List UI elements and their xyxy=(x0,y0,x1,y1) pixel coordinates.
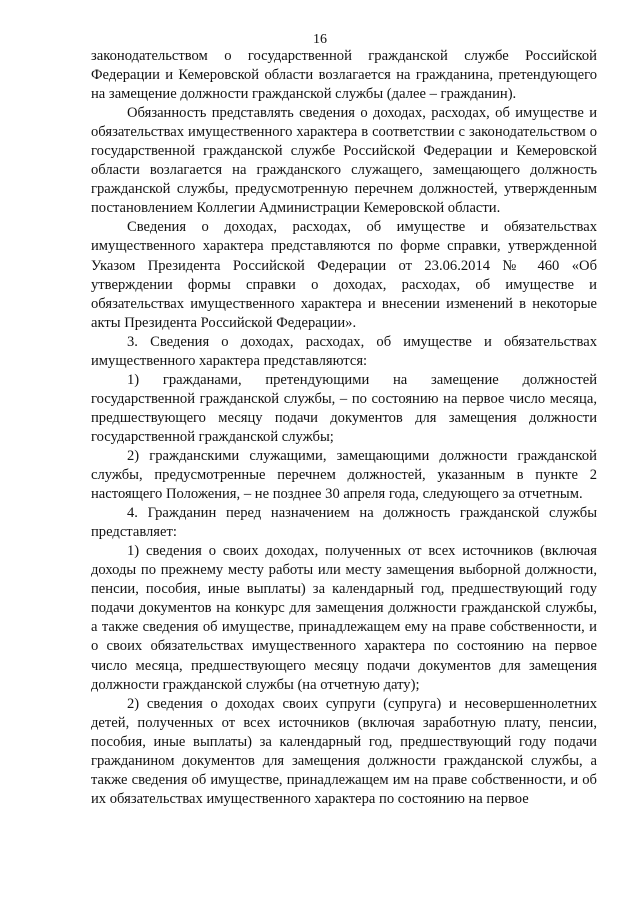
paragraph-item-3-1: 1) гражданами, претендующими на замещение должностей государственной гражданской службы, – по состоянию на первое число месяца, предшествующего месяцу подачи документов для замещения должности государственной гражданской службы; xyxy=(91,371,597,445)
paragraph-form-of-certificate: Сведения о доходах, расходах, об имуществе и обязательствах имущественного характера представляются по форме справки, утвержденной Указом Президента Российской Федерации от 23.06.2014 № 460 «Об утверждении формы справки о доходах, расходах, об имуществе и обязательствах имущественного характера и внесении изменений в некоторые акты Президента Российской Федерации». xyxy=(91,219,597,331)
paragraph-item-3-2: 2) гражданскими служащими, замещающими должности гражданской службы, предусмотренные перечнем должностей, указанным в пункте 2 настоящего Положения, – не позднее 30 апреля года, следующего за отчетным. xyxy=(91,447,597,503)
page-number: 16 xyxy=(313,32,327,47)
paragraph-item-3: 3. Сведения о доходах, расходах, об имуществе и обязательствах имущественного характера представляются: xyxy=(91,333,597,369)
document-body xyxy=(91,47,597,809)
paragraph-obligation-civil-servant: Обязанность представлять сведения о доходах, расходах, об имуществе и обязательствах имущественного характера в соответствии с законодательством о государственной гражданской службе Российской Федерации и Кемеровской области возлагается на гражданского служащего, замещающего должность гражданской службы, предусмотренную перечнем должностей, утвержденным постановлением Коллегии Администрации Кемеровской области. xyxy=(91,105,597,217)
paragraph-item-4-2: 2) сведения о доходах своих супруги (супруга) и несовершеннолетних детей, полученных от всех источников (включая заработную плату, пенсии, пособия, иные выплаты) за календарный год, предшествующий году подачи гражданином документов для замещения должности гражданской службы, а также сведения об имуществе, принадлежащем им на праве собственности, и об их обязательствах имущественного характера по состоянию на первое xyxy=(91,695,597,807)
paragraph-item-4-1: 1) сведения о своих доходах, полученных от всех источников (включая доходы по прежнему месту работы или месту замещения выборной должности, пенсии, пособия, иные выплаты) за календарный год, предшествующий году подачи документов на конкурс для замещения должности гражданской службы, а также сведения об имуществе, принадлежащем ему на праве собственности, и о своих обязательствах имущественного характера по состоянию на первое число месяца, предшествующего месяцу подачи документов для замещения должности гражданской службы (на отчетную дату); xyxy=(91,543,597,693)
paragraph-continuation: законодательством о государственной гражданской службе Российской Федерации и Кемеровской области возлагается на гражданина, претендующего на замещение должности гражданской службы (далее – гражданин). xyxy=(91,48,597,103)
paragraph-item-4: 4. Гражданин перед назначением на должность гражданской службы представляет: xyxy=(91,505,597,541)
